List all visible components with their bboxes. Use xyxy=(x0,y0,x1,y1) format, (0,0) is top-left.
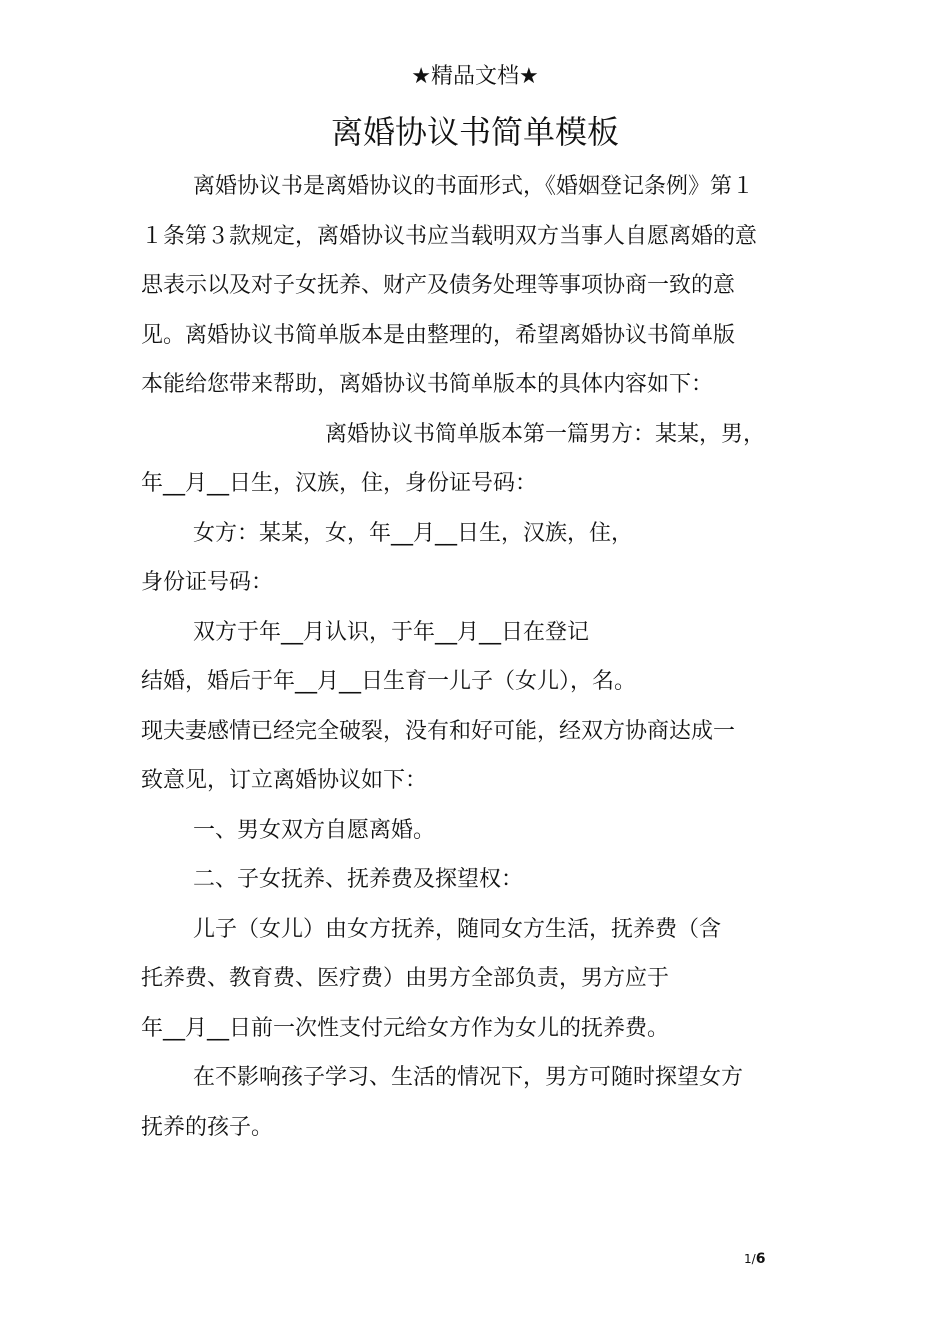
body-line: １条第３款规定，离婚协议书应当载明双方当事人自愿离婚的意 xyxy=(141,223,758,249)
body-line: 女方：某某，女，年__月__日生，汉族，住， xyxy=(193,520,634,546)
body-line: 见。离婚协议书简单版本是由整理的，希望离婚协议书简单版 xyxy=(141,322,736,348)
body-line: 儿子（女儿）由女方抚养，随同女方生活，抚养费（含 xyxy=(193,916,722,942)
body-line: 致意见，订立离婚协议如下： xyxy=(141,768,428,793)
body-line: 二、子女抚养、抚养费及探望权： xyxy=(193,867,524,892)
body-line: 离婚协议书是离婚协议的书面形式，《婚姻登记条例》第１ xyxy=(193,174,755,199)
body-line: 在不影响孩子学习、生活的情况下，男方可随时探望女方 xyxy=(193,1065,744,1090)
body-line: 一、男女双方自愿离婚。 xyxy=(193,817,436,843)
document-title: 离婚协议书简单模板 xyxy=(330,113,619,151)
body-line: 离婚协议书简单版本第一篇男方：某某，男， xyxy=(325,421,766,447)
body-line: 结婚，婚后于年__月__日生育一儿子（女儿），名。 xyxy=(141,669,637,694)
page-header: ★精品文档★ xyxy=(411,64,539,89)
page-number xyxy=(744,1250,765,1268)
body-line: 本能给您带来帮助，离婚协议书简单版本的具体内容如下： xyxy=(141,372,714,397)
body-line: 思表示以及对子女抚养、财产及债务处理等事项协商一致的意 xyxy=(141,273,736,298)
body-line: 现夫妻感情已经完全破裂，没有和好可能，经双方协商达成一 xyxy=(141,718,736,744)
page-number-total: 6 xyxy=(755,1251,766,1267)
page-number-current: 1/ xyxy=(744,1252,756,1266)
body-line: 双方于年__月认识，于年__月__日在登记 xyxy=(193,619,590,645)
document-body xyxy=(141,162,813,1152)
body-line: 抚养的孩子。 xyxy=(141,1114,274,1140)
body-line: 身份证号码： xyxy=(141,570,274,595)
body-line: 托养费、教育费、医疗费）由男方全部负责，男方应于 xyxy=(141,966,670,991)
body-line: 年__月__日前一次性支付元给女方作为女儿的抚养费。 xyxy=(141,1015,670,1041)
body-line: 年__月__日生，汉族，住，身份证号码： xyxy=(141,471,538,496)
